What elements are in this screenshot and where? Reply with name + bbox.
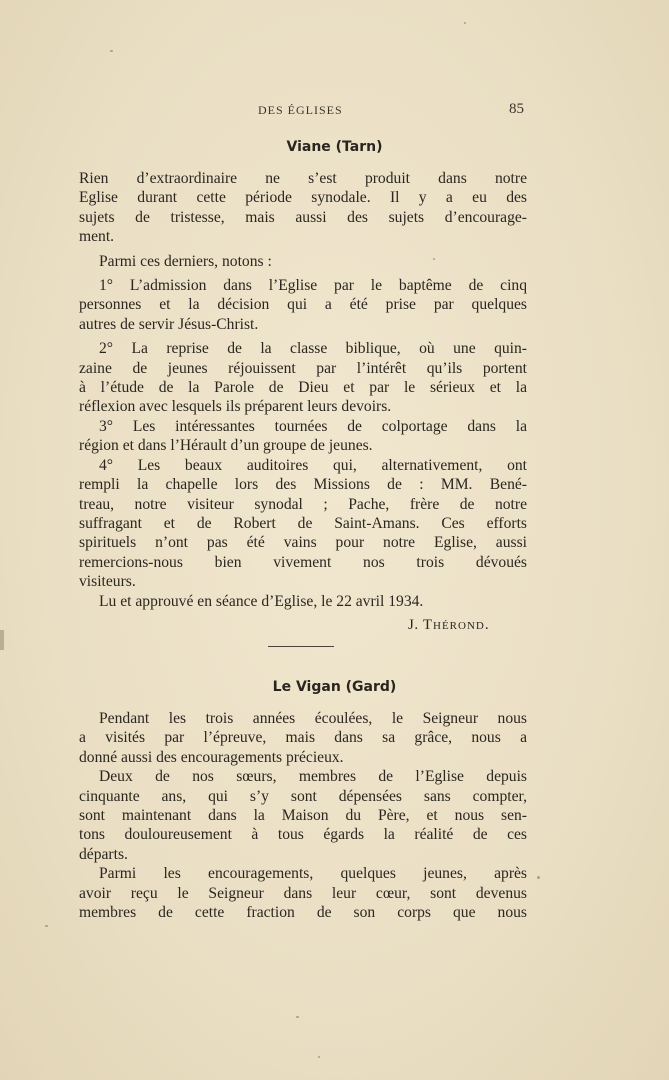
text-line: sont maintenant dans la Maison du Père, et nous sen-: [79, 807, 527, 825]
paragraph: [79, 767, 527, 864]
paragraph: [79, 339, 527, 417]
text-line: région et dans l’Hérault d’un groupe de jeunes.: [79, 437, 373, 455]
paragraph: [79, 417, 527, 456]
text-line: avoir reçu le Seigneur dans leur cœur, sont devenus: [79, 884, 527, 902]
page-edge-mark: [0, 630, 4, 650]
paper-speck: [537, 876, 540, 879]
text-line: visiteurs.: [79, 573, 136, 591]
text-line: cinquante ans, qui s’y sont dépensées sans compter,: [79, 787, 527, 805]
text-line: ment.: [79, 228, 115, 246]
paper-speck: [296, 1016, 299, 1018]
paper-speck: [110, 50, 113, 52]
text-line: 4° Les beaux auditoires qui, alternativement, ont: [99, 456, 527, 474]
paper-speck: [318, 1056, 320, 1058]
text-line: Deux de nos sœurs, membres de l’Eglise depuis: [99, 768, 527, 786]
text-line: treau, notre visiteur synodal ; Pache, frère de notre: [79, 495, 527, 513]
running-title: DES ÉGLISES: [258, 103, 343, 117]
section-separator: [268, 646, 334, 647]
text-line: Pendant les trois années écoulées, le Seigneur nous: [99, 710, 527, 727]
text-line: suffragant et de Robert de Saint-Amans. Ces efforts: [79, 514, 527, 532]
text-line: Parmi ces derniers, notons :: [99, 252, 272, 270]
text-line: spirituels n’ont pas été vains pour notre Eglise, aussi: [79, 534, 527, 552]
paragraph: [79, 169, 527, 247]
text-line: tons douloureusement à tous égards la réalité de ces: [79, 826, 527, 844]
paragraph: [79, 276, 527, 334]
section-viane-body: [79, 169, 527, 611]
text-line: à l’étude de la Parole de Dieu et par le sérieux et la: [79, 379, 527, 397]
paragraph: [79, 864, 527, 922]
text-line: Eglise durant cette période synodale. Il y a eu des: [79, 189, 527, 207]
text-line: Parmi les encouragements, quelques jeunes, après: [99, 865, 527, 883]
text-line: 2° La reprise de la classe biblique, où une quin-: [99, 340, 527, 358]
text-line: donné aussi des encouragements précieux.: [79, 748, 344, 766]
text-line: Lu et approuvé en séance d’Eglise, le 22 avril 1934.: [99, 592, 424, 610]
paragraph: [79, 456, 527, 592]
text-line: 1° L’admission dans l’Eglise par le baptême de cinq: [99, 277, 527, 295]
paragraph: [79, 709, 527, 767]
section-le-vigan-body: [79, 709, 527, 922]
signature-initial: J.: [408, 617, 419, 633]
text-line: zaine de jeunes réjouissent par l’intérêt qu’ils portent: [79, 359, 527, 377]
text-line: réflexion avec lesquels ils préparent leurs devoirs.: [79, 398, 392, 416]
signature: [408, 617, 490, 634]
text-line: a visités par l’épreuve, mais dans sa grâce, nous a: [79, 729, 527, 747]
paper-speck: [45, 925, 48, 927]
signature-name: Thérond.: [422, 617, 490, 633]
section-heading-viane: Viane (Tarn): [286, 139, 383, 155]
text-line: autres de servir Jésus-Christ.: [79, 315, 259, 333]
text-line: membres de cette fraction de son corps que nous: [79, 904, 527, 922]
text-line: rempli la chapelle lors des Missions de : MM. Bené-: [79, 476, 527, 494]
text-line: départs.: [79, 845, 128, 863]
paragraph: [79, 592, 527, 611]
page-number: 85: [509, 101, 524, 117]
running-header: [0, 103, 669, 123]
text-line: remercions-nous bien vivement nos trois dévoués: [79, 553, 527, 571]
text-line: sujets de tristesse, mais aussi des sujets d’encourage-: [79, 208, 527, 226]
text-line: Rien d’extraordinaire ne s’est produit dans notre: [79, 170, 527, 187]
section-heading-le-vigan: Le Vigan (Gard): [272, 679, 397, 695]
paper-speck: [464, 22, 466, 24]
paper-speck: [433, 258, 435, 260]
paragraph: [79, 252, 527, 271]
text-line: personnes et la décision qui a été prise par quelques: [79, 296, 527, 314]
text-line: 3° Les intéressantes tournées de colportage dans la: [99, 417, 527, 435]
